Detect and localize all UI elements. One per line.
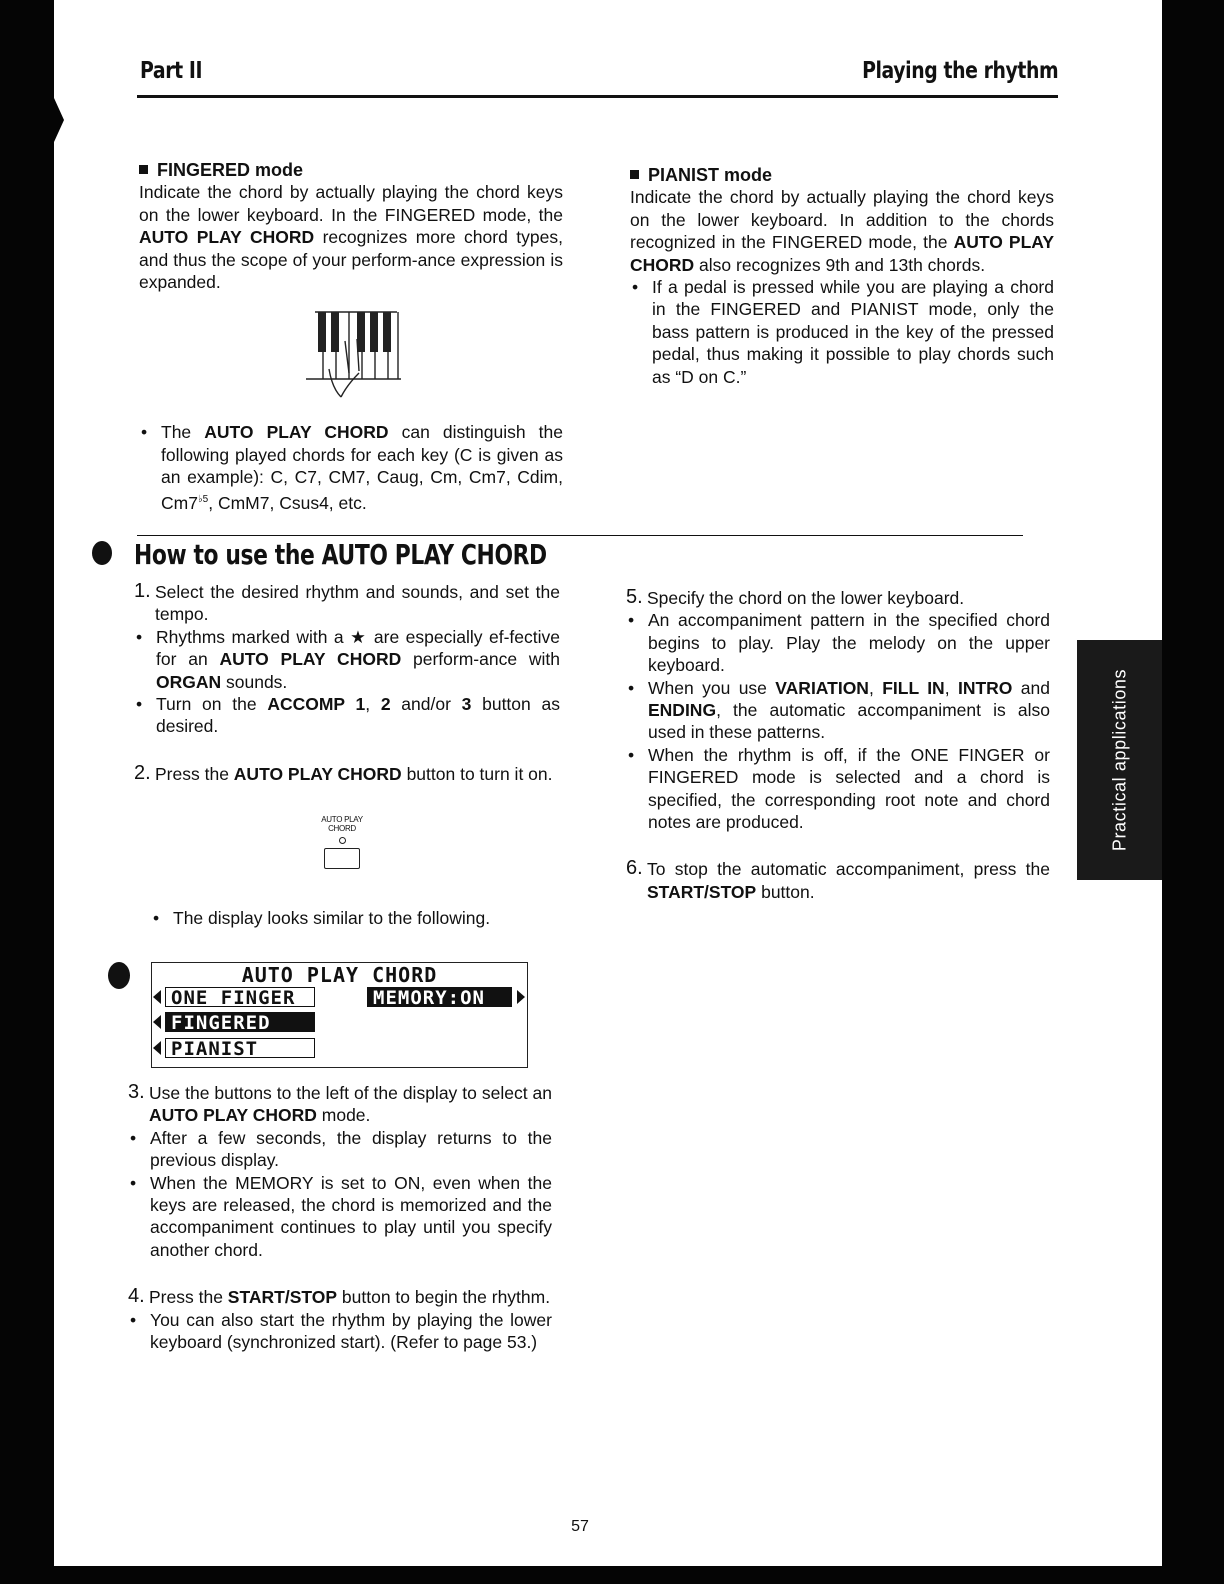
step-1-bullet-2: • Turn on the ACCOMP 1, 2 and/or 3 button as desired. <box>134 693 560 738</box>
pianist-section <box>630 164 1054 388</box>
square-bullet-icon <box>139 165 148 174</box>
lcd-title: AUTO PLAY CHORD <box>241 963 438 987</box>
step-1-bullet-1: • Rhythms marked with a ★ are especially ef-fective for an AUTO PLAY CHORD perform-ance with ORGAN sounds. <box>134 626 560 693</box>
square-bullet-icon <box>630 170 639 179</box>
fingered-heading: FINGERED mode <box>139 159 563 181</box>
fingered-chord-list: • The AUTO PLAY CHORD can distinguish the following played chords for each key (C is given as an example): C, C7, CM7, Caug, Cm, Cm7, Cdim, $Cm7^{♭5}$, CmM7, Csus4, etc. <box>139 421 563 513</box>
scan-edge-bottom <box>0 1566 1224 1584</box>
step-5-bullet-1: • An accompaniment pattern in the specified chord begins to play. Play the melody on the upper keyboard. <box>626 609 1050 676</box>
scan-edge-notch <box>54 98 64 142</box>
header-rule <box>137 95 1058 98</box>
step-5-bullet-2: • When you use VARIATION, FILL IN, INTRO and ENDING, the automatic accompaniment is also used in these patterns. <box>626 677 1050 744</box>
step-5-bullet-3: • When the rhythm is off, if the ONE FINGER or FINGERED mode is selected and a chord is specified, the corresponding root note and chord notes are produced. <box>626 744 1050 834</box>
steps-left-lower <box>128 1082 552 1353</box>
lcd-one-finger[interactable]: ONE FINGER <box>165 987 315 1007</box>
fingered-description: Indicate the chord by actually playing the chord keys on the lower keyboard. In the FINGERED mode, the AUTO PLAY CHORD recognizes more chord types, and thus the scope of your perform-ance expression is expanded. <box>139 182 563 293</box>
steps-right-column <box>626 587 1050 903</box>
step-3: 3. Use the buttons to the left of the display to select an AUTO PLAY CHORD mode. <box>128 1081 552 1126</box>
header-part: Part II <box>140 58 203 84</box>
auto-play-chord-button-figure <box>134 785 560 907</box>
auto-play-chord-button[interactable] <box>324 848 360 869</box>
fingered-section <box>139 159 563 514</box>
lcd-fingered[interactable]: FINGERED <box>165 1012 315 1032</box>
pianist-heading: PIANIST mode <box>630 164 1054 186</box>
pianist-pedal-note: • If a pedal is pressed while you are playing a chord in the FINGERED and PIANIST mode, only the bass pattern is produced in the key of the pressed pedal, thus making it possible to play chords such as “D on C.” <box>630 276 1054 388</box>
section-divider <box>137 535 1023 536</box>
lcd-display <box>151 962 528 1068</box>
step-4-bullet-1: • You can also start the rhythm by playing the lower keyboard (synchronized start). (Refer to page 53.) <box>128 1309 552 1354</box>
step-3-bullet-2: • When the MEMORY is set to ON, even when the keys are released, the chord is memorized and the accompaniment continues to play until you specify another chord. <box>128 1172 552 1262</box>
step-2: 2. Press the AUTO PLAY CHORD button to turn it on. <box>134 761 553 784</box>
margin-dot-2 <box>108 962 130 989</box>
section-title: How to use the AUTO PLAY CHORD <box>134 538 547 571</box>
scan-edge-left <box>0 0 54 1584</box>
lcd-pianist[interactable]: PIANIST <box>165 1038 315 1058</box>
step-4: 4. Press the START/STOP button to begin the rhythm. <box>128 1285 551 1308</box>
led-indicator-icon <box>339 837 346 844</box>
star-icon: ★ <box>350 626 368 647</box>
step-5: 5. Specify the chord on the lower keyboard. <box>626 586 965 608</box>
page-number: 57 <box>571 1518 589 1535</box>
scan-edge-right <box>1162 0 1224 1584</box>
display-intro: • The display looks similar to the following. <box>151 907 560 929</box>
left-arrow-icon[interactable] <box>153 1015 161 1029</box>
header-section: Playing the rhythm <box>861 58 1058 84</box>
side-tab <box>1077 640 1162 880</box>
left-arrow-icon[interactable] <box>153 990 161 1004</box>
pianist-description: Indicate the chord by actually playing the chord keys on the lower keyboard. In addition to the chords recognized in the FINGERED mode, the AUTO PLAY CHORD also recognizes 9th and 13th chords. <box>630 187 1054 275</box>
right-arrow-icon[interactable] <box>517 990 525 1004</box>
steps-left-column <box>134 581 560 930</box>
side-tab-label: Practical applications <box>1109 668 1129 852</box>
left-arrow-icon[interactable] <box>153 1041 161 1055</box>
keyboard-hand-illustration <box>139 293 563 421</box>
lcd-memory-on[interactable]: MEMORY:ON <box>367 987 512 1007</box>
button-label: AUTO PLAY CHORD <box>321 815 363 834</box>
margin-dot-1 <box>92 541 112 565</box>
step-3-bullet-1: • After a few seconds, the display returns to the previous display. <box>128 1127 552 1172</box>
keyboard-hand-icon <box>301 311 411 399</box>
step-1: 1. Select the desired rhythm and sounds, and set the tempo. <box>134 580 560 625</box>
step-6: 6. To stop the automatic accompaniment, press the START/STOP button. <box>626 857 1050 902</box>
